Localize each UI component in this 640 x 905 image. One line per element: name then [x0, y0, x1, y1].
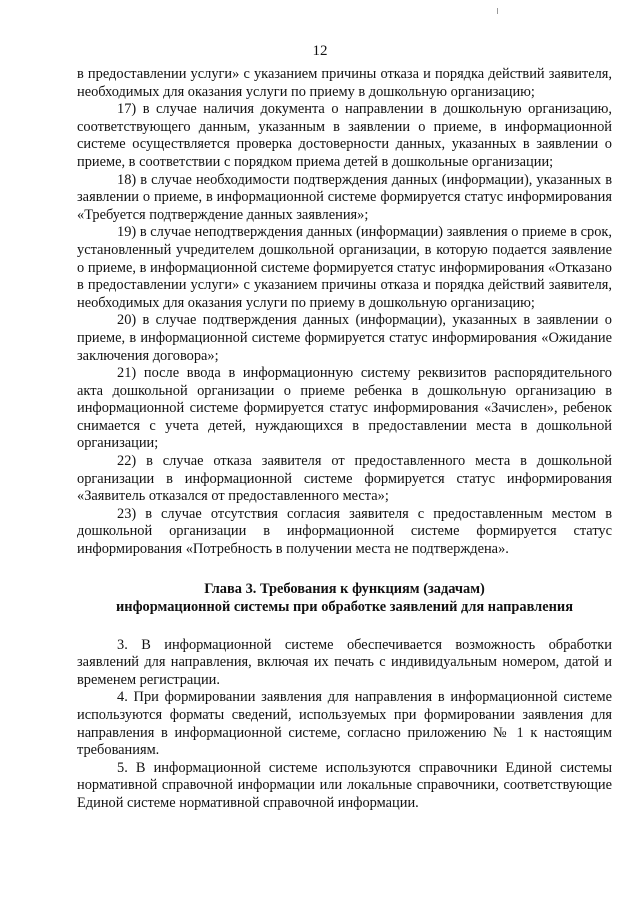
paragraph-item-23: 23) в случае отсутствия согласия заявителя с предоставленным местом в дошкольной организации в информационной системе формируется статус информирования «Потребность в получении места не подтверждена».: [77, 505, 612, 558]
paragraph-section-4: 4. При формировании заявления для направления в информационной системе используются форматы сведений, используемых при формировании заявления для направления в информационной системе, согласно приложению № 1 к настоящим требованиям.: [77, 689, 612, 759]
paragraph-item-21: 21) после ввода в информационную систему реквизитов распорядительного акта дошкольной организации о приеме ребенка в дошкольную организацию в информационной системе формируется статус информирования «Зачислен», ребенок снимается с учета детей, нуждающихся в предоставлении места в дошкольной организации;: [77, 365, 612, 452]
paragraph-item-22: 22) в случае отказа заявителя от предоставленного места в дошкольной организации в информационной системе формируется статус информирования «Заявитель отказался от предоставленного места»;: [77, 453, 612, 505]
chapter-heading-line-2: информационной системы при обработке заявлений для направления: [115, 598, 573, 615]
paragraph-item-18: 18) в случае необходимости подтверждения данных (информации), указанных в заявлении о приеме, в информационной системе формируется статус информирования «Требуется подтверждение данных заявления»;: [77, 171, 612, 223]
paragraph-section-5: 5. В информационной системе используются справочники Единой системы нормативной справочной информации или локальные справочники, соответствующие Единой системе нормативной справочной информации.: [77, 759, 612, 811]
chapter-heading-line-1: Глава 3. Требования к функциям (задачам): [204, 580, 485, 597]
paragraph-item-19: 19) в случае неподтверждения данных (информации) заявления о приеме в срок, установленный учредителем дошкольной организации, в которую подается заявление о приеме, в информационной системе формируется статус информирования «Отказано в предоставлении услуги» с указанием причины отказа и порядка действий заявителя, необходимых для оказания услуги по приему в дошкольную организацию;: [77, 224, 612, 311]
scan-mark: [497, 8, 498, 14]
paragraph-continuation: в предоставлении услуги» с указанием причины отказа и порядка действий заявителя, необходимых для оказания услуги по приему в дошкольную организацию;: [77, 66, 612, 100]
page-number: 12: [312, 43, 328, 59]
paragraph-item-20: 20) в случае подтверждения данных (информации), указанных в заявлении о приеме, в информационной системе формируется статус информирования «Ожидание заключения договора»;: [77, 312, 612, 364]
paragraph-section-3: 3. В информационной системе обеспечивается возможность обработки заявлений для направления, включая их печать с индивидуальным номером, датой и временем регистрации.: [77, 636, 612, 688]
paragraph-item-17: 17) в случае наличия документа о направлении в дошкольную организацию, соответствующего данным, указанным в заявлении о приеме, в информационной системе осуществляется проверка достоверности данных, указанных в заявлении о приеме, в соответствии с порядком приема детей в дошкольные организации;: [77, 101, 612, 170]
document-body: [77, 66, 612, 813]
chapter-heading: [77, 580, 612, 616]
